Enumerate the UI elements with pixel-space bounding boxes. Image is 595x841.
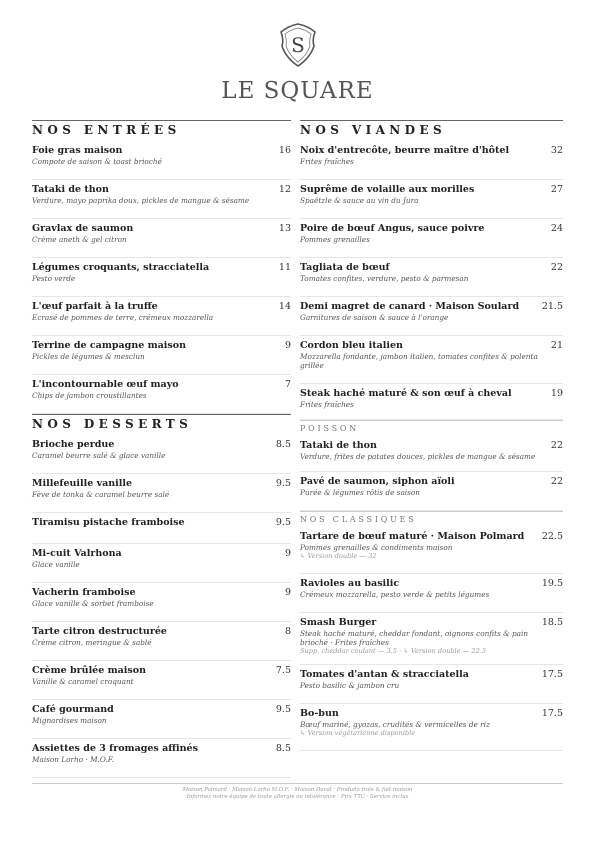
item-name: Assiettes de 3 fromages affinés: [32, 743, 198, 754]
item-description: Bœuf mariné, gyozas, crudités & vermicelles de riz: [300, 720, 490, 729]
item-description: Crémeux mozzarella, pesto verde & petits légumes: [300, 590, 490, 599]
item-description: Pesto verde: [32, 274, 76, 283]
item-name: Steak haché maturé & son œuf à cheval: [300, 388, 512, 399]
item-name: Noix d'entrecôte, beurre maître d'hôtel: [300, 145, 510, 156]
item-price: 19: [550, 388, 563, 399]
item-price: 19.5: [541, 578, 563, 589]
item-price: 32: [550, 145, 563, 156]
item-price: 9: [284, 587, 291, 598]
item-price: 21: [550, 340, 563, 351]
item-price: 9.5: [275, 478, 291, 489]
item-price: 9: [284, 548, 291, 559]
item-description: Garnitures de saison & sauce à l'orange: [300, 313, 449, 322]
menu-item: [300, 436, 563, 472]
menu-item: [32, 513, 291, 544]
menu-item: [32, 739, 291, 778]
item-name: Tiramisu pistache framboise: [32, 517, 185, 528]
item-description: Chips de jambon croustillantes: [32, 391, 147, 400]
svg-text:S: S: [290, 33, 305, 57]
item-description: Steak haché maturé, cheddar fondant, oignons confits & pain brioché · Frites fraîches: [300, 629, 529, 647]
item-name: Pavé de saumon, siphon aïoli: [300, 476, 455, 487]
item-price: 9: [284, 340, 291, 351]
item-price: 14: [278, 301, 291, 312]
left-column: [32, 120, 291, 778]
item-price: 13: [278, 223, 291, 234]
item-note: ↳ Version double — 32: [300, 552, 377, 560]
item-price: 22.5: [541, 531, 563, 542]
item-name: Gravlax de saumon: [32, 223, 134, 234]
footer: [32, 783, 563, 801]
item-description: Purée & légumes rôtis de saison: [300, 488, 420, 497]
item-name: L'incontournable œuf mayo: [32, 379, 179, 390]
menu-item: [32, 219, 291, 258]
item-price: 12: [278, 184, 291, 195]
section-title-viandes: NOS VIANDES: [300, 120, 563, 141]
section-title-desserts: NOS DESSERTS: [32, 414, 291, 435]
item-name: Tarte citron destructurée: [32, 626, 167, 637]
item-description: Crème aneth & gel citron: [32, 235, 127, 244]
item-price: 8.5: [275, 743, 291, 754]
item-description: Spaëtzle & sauce au vin du Jura: [300, 196, 419, 205]
item-price: 8.5: [275, 439, 291, 450]
item-name: Ravioles au basilic: [300, 578, 400, 589]
menu-item: [300, 297, 563, 336]
item-price: 17.5: [541, 669, 563, 680]
menu-item: [300, 472, 563, 511]
item-price: 21.5: [541, 301, 563, 312]
item-price: 17.5: [541, 708, 563, 719]
brand-emblem-icon: [276, 22, 320, 68]
item-name: Crème brûlée maison: [32, 665, 146, 676]
section-title-entrees: NOS ENTRÉES: [32, 120, 291, 141]
item-description: Pesto basilic & jambon cru: [300, 681, 400, 690]
menu-item: [32, 141, 291, 180]
item-price: 16: [278, 145, 291, 156]
item-description: Mozzarella fondante, jambon italien, tomates confites & polenta grillée: [300, 352, 538, 370]
item-price: 9.5: [275, 704, 291, 715]
menu-item: [300, 336, 563, 384]
item-description: Glace vanille: [32, 560, 80, 569]
item-name: Demi magret de canard · Maison Soulard: [300, 301, 520, 312]
right-column: [300, 120, 563, 751]
menu-item: [300, 665, 563, 704]
entrees-list: [32, 141, 291, 414]
item-name: L'œuf parfait à la truffe: [32, 301, 158, 312]
item-description: Frites fraîches: [300, 400, 354, 409]
item-price: 22: [550, 440, 563, 451]
section-title-poisson: POISSON: [300, 420, 563, 436]
item-price: 8: [284, 626, 291, 637]
item-name: Tagliata de bœuf: [300, 262, 390, 273]
item-description: Crème citron, meringue & sablé: [32, 638, 152, 647]
menu-item: [300, 180, 563, 219]
menu-item: [32, 622, 291, 661]
menu-item: [32, 336, 291, 375]
item-name: Vacherin framboise: [32, 587, 136, 598]
item-price: 24: [550, 223, 563, 234]
viandes-list: [300, 141, 563, 420]
item-description: Fève de tonka & caramel beurre salé: [32, 490, 170, 499]
item-name: Brioche perdue: [32, 439, 115, 450]
menu-item: [32, 180, 291, 219]
desserts-list: [32, 435, 291, 778]
item-description: Tomates confites, verdure, pesto & parmesan: [300, 274, 469, 283]
item-description: Verdure, frites de patates douces, pickles de mangue & sésame: [300, 452, 536, 461]
footer-line-2: Informez notre équipe de toute allergie ou intolérance · Prix TTC · Service inclus: [186, 794, 409, 800]
item-description: Vanille & caramel croquant: [32, 677, 134, 686]
menu-item: [32, 258, 291, 297]
item-name: Tomates d'antan & stracciatella: [300, 669, 469, 680]
item-description: Ecrasé de pommes de terre, crémeux mozzarella: [32, 313, 214, 322]
item-price: 22: [550, 262, 563, 273]
footer-line-1: Maison Polmard · Maison Lorho M.O.F. · Maison Daval · Produits frais & fait-maison: [182, 787, 413, 793]
menu-item: [300, 219, 563, 258]
item-name: Tataki de thon: [32, 184, 109, 195]
menu-item: [300, 258, 563, 297]
item-name: Café gourmand: [32, 704, 114, 715]
item-description: Verdure, mayo paprika doux, pickles de mangue & sésame: [32, 196, 250, 205]
menu-item: [300, 527, 563, 574]
item-price: 11: [278, 262, 291, 273]
item-description: Glace vanille & sorbet framboise: [32, 599, 154, 608]
item-name: Millefeuille vanille: [32, 478, 133, 489]
item-name: Terrine de campagne maison: [32, 340, 186, 351]
menu-item: [32, 700, 291, 739]
item-note: Supp. cheddar coulant — 3.5 · ↳ Version double — 22.5: [300, 647, 487, 655]
item-name: Foie gras maison: [32, 145, 123, 156]
item-price: 7: [284, 379, 291, 390]
item-description: Pickles de légumes & mesclun: [32, 352, 145, 361]
item-description: Caramel beurre salé & glace vanille: [32, 451, 166, 460]
item-description: Frites fraîches: [300, 157, 354, 166]
item-name: Smash Burger: [300, 617, 377, 628]
item-name: Suprême de volaille aux morilles: [300, 184, 475, 195]
menu-item: [32, 435, 291, 474]
menu-item: [300, 384, 563, 420]
item-description: Maison Lorho · M.O.F.: [32, 755, 115, 764]
item-name: Tataki de thon: [300, 440, 377, 451]
item-name: Cordon bleu italien: [300, 340, 403, 351]
item-description: Mignardises maison: [32, 716, 107, 725]
item-name: Légumes croquants, stracciatella: [32, 262, 210, 273]
classiques-list: [300, 527, 563, 751]
item-price: 22: [550, 476, 563, 487]
item-name: Poire de bœuf Angus, sauce poivre: [300, 223, 485, 234]
item-price: 27: [550, 184, 563, 195]
item-price: 7.5: [275, 665, 291, 676]
item-description: Compote de saison & toast brioché: [32, 157, 162, 166]
section-title-classiques: NOS CLASSIQUES: [300, 511, 563, 527]
menu-item: [32, 544, 291, 583]
menu-item: [300, 613, 563, 665]
menu-item: [32, 375, 291, 414]
menu-item: [300, 704, 563, 751]
brand-name: LE SQUARE: [221, 78, 374, 104]
item-note: ↳ Version végétarienne disponible: [300, 729, 416, 737]
item-price: 18.5: [541, 617, 563, 628]
poisson-list: [300, 436, 563, 511]
menu-item: [32, 661, 291, 700]
item-description: Pommes grenailles & condiments maison: [300, 543, 453, 552]
menu-item: [300, 141, 563, 180]
item-price: 9.5: [275, 517, 291, 528]
item-name: Bo-bun: [300, 708, 339, 719]
item-description: Pommes grenailles: [300, 235, 370, 244]
menu-item: [32, 474, 291, 513]
item-name: Tartare de bœuf maturé · Maison Polmard: [300, 531, 525, 542]
menu-item: [300, 574, 563, 613]
menu-item: [32, 297, 291, 336]
menu-item: [32, 583, 291, 622]
item-name: Mi-cuit Valrhona: [32, 548, 122, 559]
